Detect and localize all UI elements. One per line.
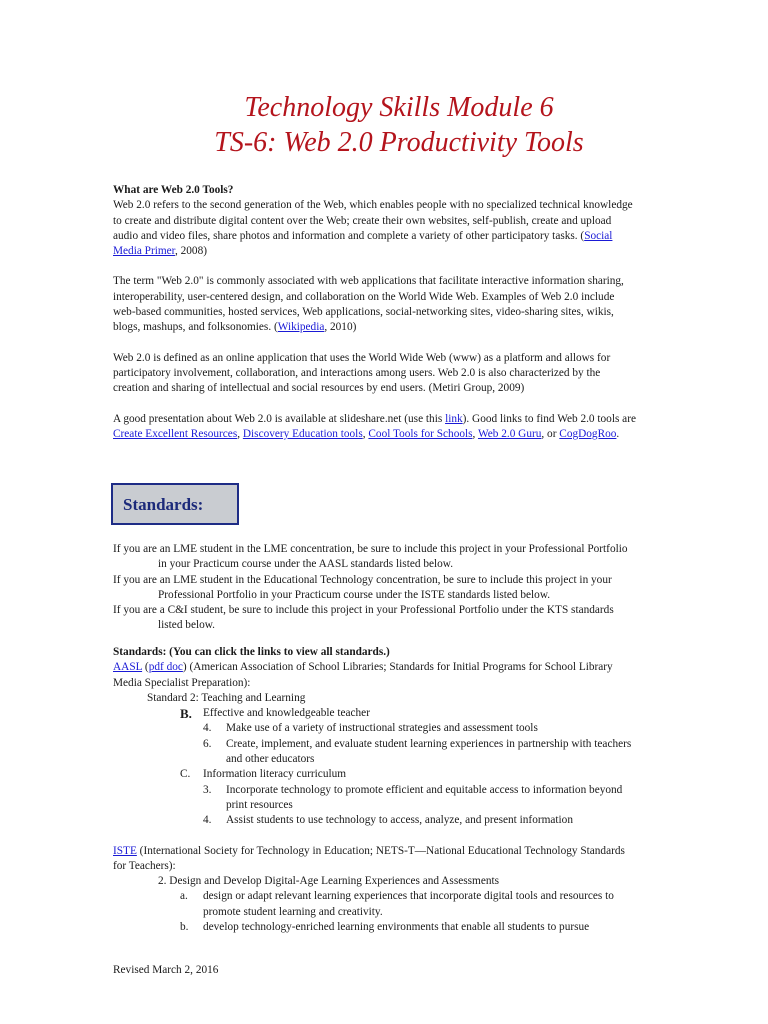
iste-item-b: b. develop technology-enriched learning environments that enable all students to pursue (180, 921, 590, 934)
standards-list (113, 645, 638, 935)
aasl-c-sub-4: 4. Assist students to use technology to access, analyze, and present information (203, 814, 573, 827)
module-subtitle: TS-6: Web 2.0 Productivity Tools (214, 127, 584, 158)
intro-paragraph-3: Web 2.0 is defined as an online application that uses the World Wide Web (www) as a platform and allows for participatory involvement, collaboration, and interactions among users. Web 2.0 is also characterized by the creation and sharing of intellectual and social resources by end users. (Metiri Group, 2009) (113, 351, 611, 395)
edtech-concentration-note: If you are an LME student in the Educational Technology concentration, be sure to include this project in your Professional Portfolio in your Practicum course under the ISTE standards listed below. (113, 573, 612, 601)
discovery-education-tools-link[interactable]: Discovery Education tools (242, 427, 363, 440)
iste-description: ISTE (International Society for Technology in Education; NETS-T—National Educational Technology Standards for Teachers): (113, 844, 625, 872)
intro-paragraph-1: Web 2.0 refers to the second generation of the Web, which enables people with no specialized technical knowledge to create and distribute digital content over the Web; create their own websites, self-publish, create and upload audio and video files, share photos and information and complete a variety of other participatory tasks. (Social Media Primer, 2008) (113, 199, 633, 258)
module-title: Technology Skills Module 6 (244, 92, 554, 123)
aasl-item-b-marker: B. (180, 706, 192, 722)
cogdogroo-link[interactable]: CogDogRoo (559, 427, 617, 440)
aasl-link[interactable]: AASL (113, 661, 143, 674)
intro-paragraph-4: A good presentation about Web 2.0 is available at slideshare.net (use this link). Good links to find Web 2.0 tools are Create Excellent Resources, Discovery Education tools, Cool Tools for Schools, Web 2.0 Guru, or CogDogRoo. (113, 412, 636, 440)
standards-banner (111, 483, 239, 525)
aasl-c-sub-3: 3. Incorporate technology to promote efficient and equitable access to information beyond print resources (203, 783, 623, 811)
intro-heading: What are Web 2.0 Tools? (113, 184, 234, 196)
revision-footer: Revised March 2, 2016 (113, 964, 219, 976)
intro-paragraph-2: The term "Web 2.0" is commonly associated with web applications that facilitate interactive information sharing, interoperability, user-centered design, and collaboration on the World Wide Web. Examples of Web 2.0 include web-based communities, hosted services, Web applications, social-networking sites, video-sharing sites, wikis, blogs, mashups, and folksonomies. (Wikipedia, 2010) (113, 275, 624, 334)
standards-banner-label: Standards: (123, 495, 204, 514)
social-media-primer-link[interactable]: Social Media Primer (113, 229, 613, 258)
cool-tools-for-schools-link[interactable]: Cool Tools for Schools (368, 427, 473, 440)
aasl-pdf-link[interactable]: pdf doc (148, 661, 183, 674)
iste-standard-2: 2. Design and Develop Digital-Age Learning Experiences and Assessments (158, 875, 500, 888)
student-instructions (113, 542, 638, 634)
ci-student-note: If you are a C&I student, be sure to include this project in your Professional Portfolio under the KTS standards listed below. (113, 604, 614, 632)
slideshare-link[interactable]: link (445, 412, 463, 425)
aasl-item-c-marker: C. (180, 768, 191, 781)
iste-link[interactable]: ISTE (113, 844, 137, 857)
aasl-b-sub-4: 4. Make use of a variety of instructional strategies and assessment tools (203, 722, 538, 735)
aasl-item-b: B. Effective and knowledgeable teacher (180, 706, 370, 722)
create-excellent-resources-link[interactable]: Create Excellent Resources (113, 427, 238, 440)
lme-concentration-note: If you are an LME student in the LME concentration, be sure to include this project in your Professional Portfolio in your Practicum course under the AASL standards listed below. (113, 543, 628, 571)
intro-section (113, 183, 638, 442)
standards-heading: Standards: (You can click the links to view all standards.) (113, 646, 390, 658)
aasl-description: AASL (pdf doc) (American Association of School Libraries; Standards for Initial Programs for School Library Media Specialist Preparation): (113, 661, 613, 689)
aasl-b-sub-6: 6. Create, implement, and evaluate student learning experiences in partnership with teachers and other educators (203, 737, 632, 766)
web20-guru-link[interactable]: Web 2.0 Guru (477, 427, 542, 440)
aasl-item-c: C. Information literacy curriculum (113, 767, 638, 782)
wikipedia-link[interactable]: Wikipedia (277, 321, 325, 334)
aasl-standard-2: Standard 2: Teaching and Learning (147, 691, 306, 704)
iste-item-a: a. design or adapt relevant learning experiences that incorporate digital tools and resources to promote student learning and creativity. (180, 890, 614, 918)
